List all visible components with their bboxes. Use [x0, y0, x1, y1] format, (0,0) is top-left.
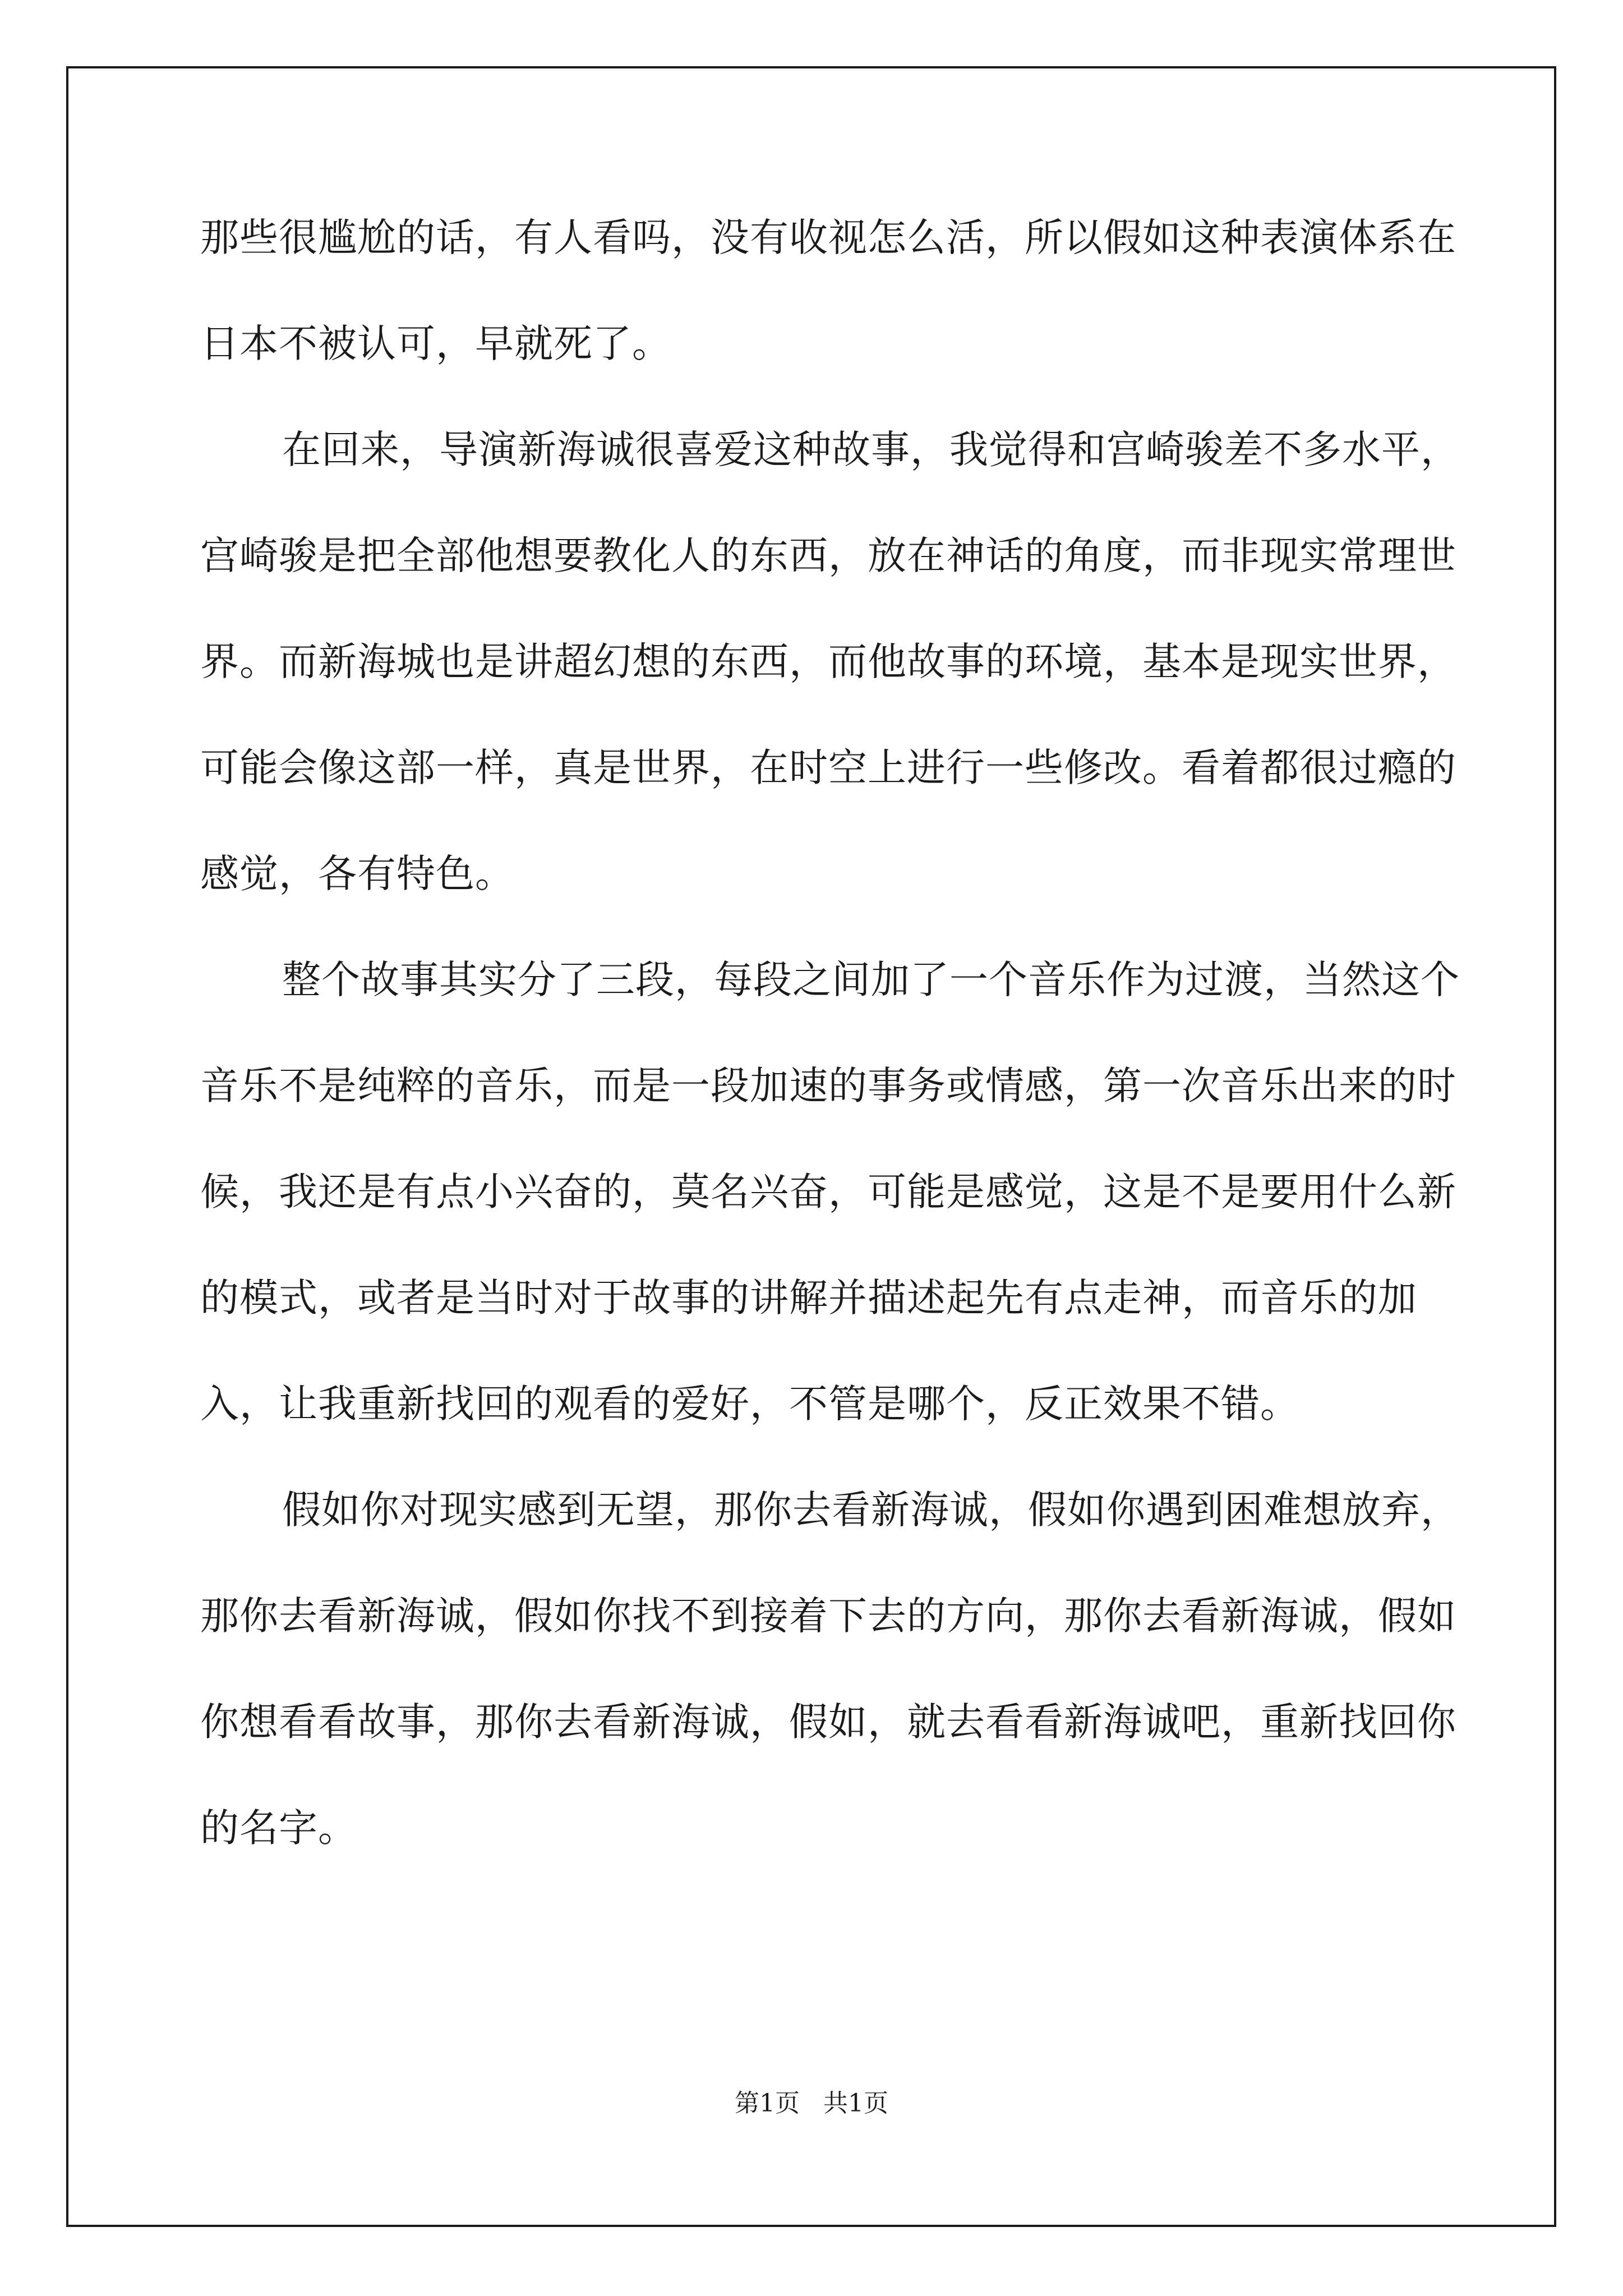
document-body	[200, 185, 1479, 1881]
paragraph-2: 在回来，导演新海诚很喜爱这种故事，我觉得和宫崎骏差不多水平，宫崎骏是把全部他想要教化人的东西，放在神话的角度，而非现实常理世界。而新海城也是讲超幻想的东西，而他故事的环境，基本是现实世界，可能会像这部一样，真是世界，在时空上进行一些修改。看着都很过瘾的感觉，各有特色。	[200, 427, 1460, 896]
page-number: 第1页	[735, 2089, 800, 2118]
page-footer	[0, 2083, 1623, 2119]
paragraph-4: 假如你对现实感到无望，那你去看新海诚，假如你遇到困难想放弃，那你去看新海诚，假如你找不到接着下去的方向，那你去看新海诚，假如你想看看故事，那你去看新海诚，假如，就去看看新海诚吧，重新找回你的名字。	[200, 1488, 1460, 1851]
paragraph-3: 整个故事其实分了三段，每段之间加了一个音乐作为过渡，当然这个音乐不是纯粹的音乐，而是一段加速的事务或情感，第一次音乐出来的时候，我还是有点小兴奋的，莫名兴奋，可能是感觉，这是不是要用什么新的模式，或者是当时对于故事的讲解并描述起先有点走神，而音乐的加入，让我重新找回的观看的爱好，不管是哪个，反正效果不错。	[200, 958, 1460, 1427]
paragraph-1: 那些很尴尬的话，有人看吗，没有收视怎么活，所以假如这种表演体系在日本不被认可，早就死了。	[200, 215, 1456, 366]
page-total: 共1页	[823, 2089, 888, 2118]
